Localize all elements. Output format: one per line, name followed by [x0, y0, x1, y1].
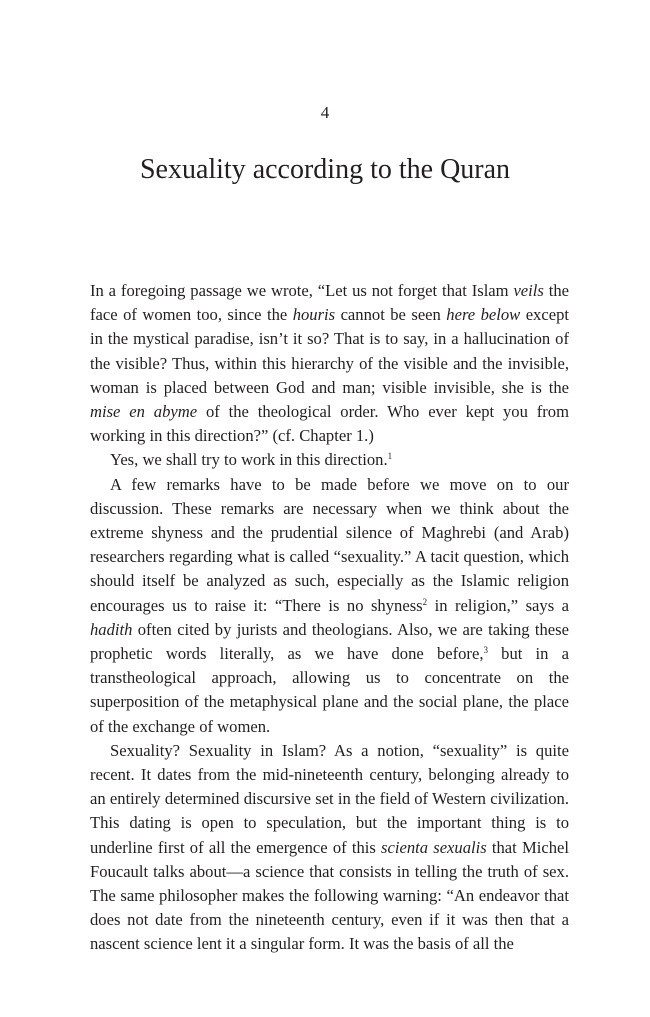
paragraph-3 — [90, 473, 569, 739]
paragraph-2 — [90, 448, 569, 472]
text-run: A few remarks have to be made before we move on to our discussion. These remarks are necessary when we think about the extreme shyness and the prudential silence of Maghrebi (and Arab) researchers regarding what is called “sexuality.” A tacit question, which should itself be analyzed as such, especially as the Islamic religion encourages us to raise it: “There is no shyness — [90, 474, 569, 615]
italic-term-hadith: hadith — [90, 619, 133, 639]
italic-term-here-below: here below — [446, 305, 521, 325]
footnote-ref-1[interactable]: 1 — [387, 451, 393, 462]
footnote-ref-2[interactable]: 2 — [422, 596, 428, 607]
text-run: but in a transtheological approach, allowing us to concentrate on the superposition of the metaphysical plane and the social plane, the place of the exchange of women. — [90, 644, 569, 736]
footnote-ref-3[interactable]: 3 — [483, 645, 488, 656]
text-run: except in the mystical paradise, isn’t it so? That is to say, in a hallucination of the visible? Thus, within this hierarchy of the visible and the invisible, woman is placed between God and man; visible invisible, she is the — [90, 305, 569, 397]
italic-term-scienta-sexualis: scienta sexualis — [381, 837, 487, 857]
text-run: cannot be seen — [335, 305, 447, 325]
text-run: often cited by jurists and theologians. Also, we are taking these prophetic words literally, as we have done before, — [90, 619, 569, 664]
text-run: of the theological order. Who ever kept you from working in this direction?” (cf. Chapter 1.) — [90, 402, 570, 446]
paragraph-4 — [90, 739, 569, 957]
text-run: the face of women too, since the — [90, 281, 569, 325]
italic-term-mise-en-abyme: mise en abyme — [90, 402, 198, 422]
paragraph-1 — [90, 279, 569, 448]
body-text — [90, 279, 569, 957]
text-run: In a foregoing passage we wrote, “Let us not forget that Islam — [90, 281, 514, 300]
italic-term-veils: veils — [513, 281, 544, 300]
chapter-title: Sexuality according to the Quran — [139, 154, 511, 185]
text-run: in religion,” says a — [427, 595, 569, 615]
chapter-number: 4 — [320, 103, 330, 122]
text-run: that Michel Foucault talks about—a science that consists in telling the truth of sex. The same philosopher makes the following warning: “An endeavor that does not date from the nineteenth century, even if it was then that a nascent science lent it a singular form. It was the basis of all the — [90, 837, 569, 954]
italic-term-houris: houris — [292, 305, 336, 325]
text-run: Sexuality? Sexuality in Islam? As a notion, “sexuality” is quite recent. It dates from the mid-nineteenth century, belonging already to an entirely determined discursive set in the field of Western civilization. This dating is open to speculation, but the important thing is to underline first of all the emergence of this — [90, 740, 569, 857]
text-run: Yes, we shall try to work in this direction. — [110, 450, 388, 470]
